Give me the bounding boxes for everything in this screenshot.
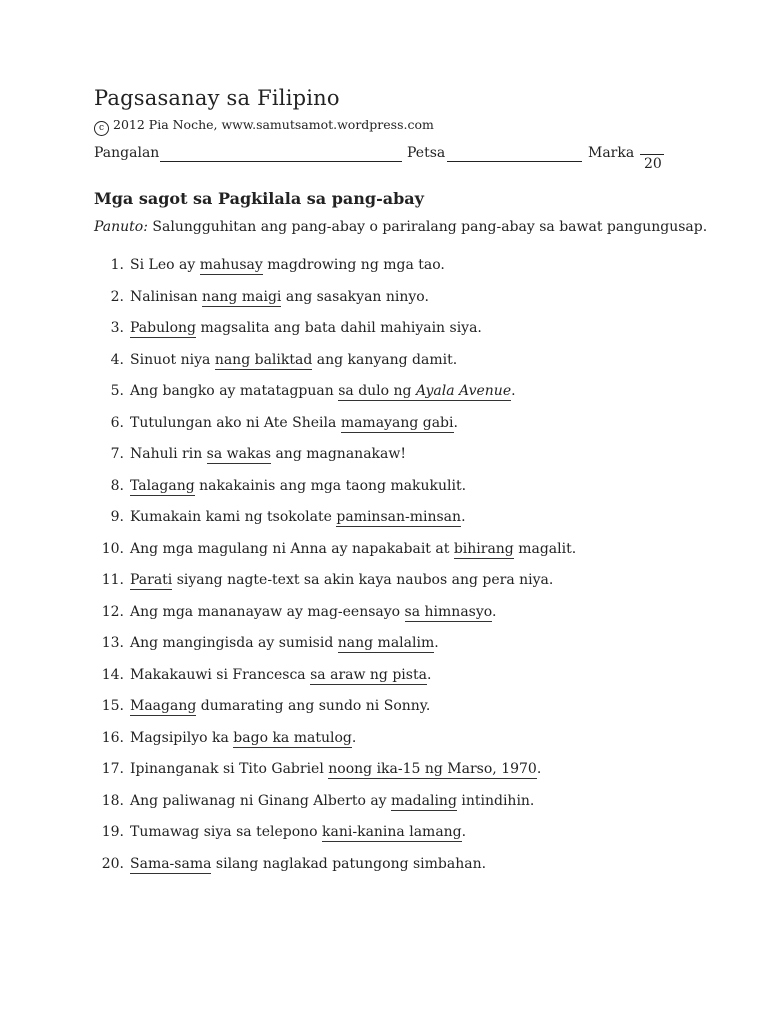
- item-sentence: [130, 507, 466, 527]
- adverb-text: mahusay: [199, 257, 263, 273]
- item-number: 12.: [101, 603, 124, 620]
- underlined-adverb: [310, 667, 427, 685]
- adverb-text: sa araw ng pista: [310, 666, 427, 683]
- sentence-before: Makakauwi si Francesca: [130, 666, 311, 683]
- underlined-adverb: [336, 509, 461, 527]
- adverb-text: nang maigi: [202, 288, 282, 305]
- item-sentence: [130, 444, 406, 464]
- list-item: [94, 539, 714, 571]
- sentence-after: .: [536, 761, 542, 777]
- item-number: 18.: [101, 792, 124, 809]
- item-sentence: [130, 728, 356, 748]
- underlined-adverb: [233, 730, 352, 748]
- sentence-after: .: [426, 666, 432, 683]
- adverb-text: nang baliktad: [214, 351, 313, 368]
- item-sentence: [130, 633, 439, 653]
- adverb-text: madaling: [391, 792, 457, 809]
- sentence-after: .: [461, 824, 467, 840]
- underlined-adverb: [338, 635, 434, 653]
- item-number: 11.: [101, 572, 124, 588]
- adverb-text: sa wakas: [206, 446, 271, 462]
- underlined-adverb: [130, 698, 196, 716]
- sentence-before: Ang mangingisda ay sumisid: [130, 635, 338, 651]
- item-sentence: [130, 759, 541, 779]
- instruction-text: Salungguhitan ang pang-abay o pariralang pang-abay sa bawat pangungusap.: [152, 219, 708, 235]
- sentence-after: silang naglakad patungong simbahan.: [211, 855, 487, 872]
- item-sentence: [130, 822, 466, 842]
- sentence-after: ang magnanakaw!: [271, 446, 406, 462]
- date-label: Petsa: [407, 145, 446, 161]
- item-number: 17.: [101, 761, 124, 777]
- list-item: [94, 602, 714, 634]
- copyright-text: 2012 Pia Noche, www.samutsamot.wordpress.com: [113, 117, 434, 132]
- sentence-before: Kumakain kami ng tsokolate: [130, 509, 337, 525]
- adverb-text: Parati: [130, 572, 173, 588]
- list-item: [94, 413, 714, 445]
- list-item: [94, 854, 714, 886]
- underlined-adverb: [130, 478, 195, 496]
- list-item: [94, 381, 714, 413]
- item-number: 2.: [110, 288, 124, 305]
- list-item: [94, 696, 714, 728]
- adverb-text: Pabulong: [130, 320, 197, 336]
- list-item: [94, 665, 714, 697]
- underlined-adverb: [338, 383, 511, 401]
- adverb-text: sa dulo ng: [338, 383, 416, 399]
- copyright-icon: c: [94, 121, 109, 136]
- underlined-adverb: [130, 572, 172, 590]
- sentence-after: ang sasakyan ninyo.: [281, 288, 429, 305]
- item-sentence: [130, 381, 516, 401]
- sentence-before: Ang mga mananayaw ay mag-eensayo: [130, 603, 405, 620]
- section-title: Mga sagot sa Pagkilala sa pang-abay: [94, 189, 424, 208]
- item-number: 1.: [110, 257, 124, 273]
- sentence-after: magdrowing ng mga tao.: [262, 257, 445, 273]
- list-item: [94, 444, 714, 476]
- sentence-after: magsalita ang bata dahil mahiyain siya.: [196, 320, 482, 336]
- sentence-after: siyang nagte-text sa akin kaya naubos ang pera niya.: [172, 572, 554, 588]
- item-sentence: [130, 255, 445, 275]
- underlined-adverb: [405, 604, 492, 622]
- item-number: 7.: [110, 446, 124, 462]
- item-sentence: [130, 539, 576, 559]
- adverb-text: Talagang: [130, 477, 195, 494]
- item-sentence: [130, 570, 553, 590]
- underlined-adverb: [322, 824, 462, 842]
- list-item: [94, 633, 714, 665]
- name-label: Pangalan: [94, 145, 160, 161]
- sentence-after: ang kanyang damit.: [312, 351, 458, 368]
- score-label: Marka: [588, 145, 635, 161]
- list-item: [94, 728, 714, 760]
- adverb-text: bihirang: [453, 540, 514, 557]
- sentence-before: Tumawag siya sa telepono: [130, 824, 323, 840]
- list-item: [94, 822, 714, 854]
- name-blank-line[interactable]: [160, 161, 402, 162]
- underlined-adverb: [202, 289, 281, 307]
- adverb-text: Maagang: [130, 698, 197, 714]
- adverb-text: nang malalim: [337, 635, 435, 651]
- instruction-label: Panuto:: [94, 219, 148, 235]
- date-blank-line[interactable]: [447, 161, 582, 162]
- sentence-after: .: [351, 729, 357, 746]
- list-item: [94, 476, 714, 508]
- answer-list: [94, 255, 714, 885]
- item-number: 10.: [101, 540, 124, 557]
- item-number: 3.: [110, 320, 124, 336]
- item-number: 14.: [101, 666, 124, 683]
- sentence-before: Nalinisan: [130, 288, 203, 305]
- list-item: [94, 350, 714, 382]
- sentence-after: .: [453, 414, 458, 431]
- adverb-text: bago ka matulog: [233, 729, 352, 746]
- item-sentence: [130, 413, 458, 433]
- item-number: 6.: [110, 414, 124, 431]
- student-info-fields: [94, 145, 674, 175]
- adverb-text: sa himnasyo: [404, 603, 492, 620]
- list-item: [94, 318, 714, 350]
- underlined-adverb: [130, 320, 196, 338]
- instruction-line: [94, 219, 707, 235]
- sentence-before: Ang mga magulang ni Anna ay napakabait at: [130, 540, 454, 557]
- sentence-before: Tutulungan ako ni Ate Sheila: [130, 414, 341, 431]
- adverb-italic-text: Ayala Avenue: [415, 383, 512, 399]
- page-title: Pagsasanay sa Filipino: [94, 86, 340, 110]
- underlined-adverb: [215, 352, 312, 370]
- item-number: 13.: [101, 635, 124, 651]
- item-number: 15.: [101, 698, 124, 714]
- item-number: 8.: [110, 477, 124, 494]
- list-item: [94, 791, 714, 823]
- sentence-before: Magsipilyo ka: [130, 729, 234, 746]
- adverb-text: kani-kanina lamang: [322, 824, 462, 840]
- item-sentence: [130, 350, 457, 370]
- item-sentence: [130, 287, 429, 307]
- item-sentence: [130, 791, 534, 811]
- sentence-before: Ang paliwanag ni Ginang Alberto ay: [130, 792, 392, 809]
- copyright-line: [94, 117, 434, 136]
- adverb-text: noong ika-15 ng Marso, 1970: [328, 761, 537, 777]
- list-item: [94, 287, 714, 319]
- sentence-after: .: [434, 635, 439, 651]
- score-blank-line[interactable]: [640, 154, 664, 155]
- sentence-before: Ipinanganak si Tito Gabriel: [130, 761, 329, 777]
- sentence-after: magalit.: [513, 540, 577, 557]
- underlined-adverb: [391, 793, 457, 811]
- item-sentence: [130, 696, 430, 716]
- item-sentence: [130, 665, 431, 685]
- item-number: 19.: [101, 824, 124, 840]
- list-item: [94, 255, 714, 287]
- sentence-before: Nahuli rin: [130, 446, 207, 462]
- sentence-after: dumarating ang sundo ni Sonny.: [196, 698, 431, 714]
- item-sentence: [130, 602, 496, 622]
- item-sentence: [130, 476, 466, 496]
- underlined-adverb: [328, 761, 537, 779]
- sentence-after: .: [461, 509, 466, 525]
- item-sentence: [130, 854, 486, 874]
- sentence-after: nakakainis ang mga taong makukulit.: [194, 477, 467, 494]
- item-number: 9.: [110, 509, 124, 525]
- sentence-before: Si Leo ay: [130, 257, 200, 273]
- item-number: 4.: [110, 351, 124, 368]
- sentence-after: intindihin.: [456, 792, 535, 809]
- list-item: [94, 507, 714, 539]
- sentence-before: Sinuot niya: [130, 351, 215, 368]
- item-number: 5.: [110, 383, 124, 399]
- underlined-adverb: [454, 541, 514, 559]
- underlined-adverb: [341, 415, 454, 433]
- item-sentence: [130, 318, 482, 338]
- adverb-text: paminsan-minsan: [336, 509, 462, 525]
- underlined-adverb: [200, 257, 263, 275]
- sentence-before: Ang bangko ay matatagpuan: [130, 383, 339, 399]
- item-number: 16.: [101, 729, 124, 746]
- underlined-adverb: [207, 446, 271, 464]
- sentence-after: .: [511, 383, 516, 399]
- list-item: [94, 570, 714, 602]
- underlined-adverb: [130, 856, 211, 874]
- score-total: 20: [644, 156, 662, 172]
- list-item: [94, 759, 714, 791]
- adverb-text: Sama-sama: [130, 855, 212, 872]
- sentence-after: .: [491, 603, 497, 620]
- item-number: 20.: [101, 855, 124, 872]
- adverb-text: mamayang gabi: [340, 414, 454, 431]
